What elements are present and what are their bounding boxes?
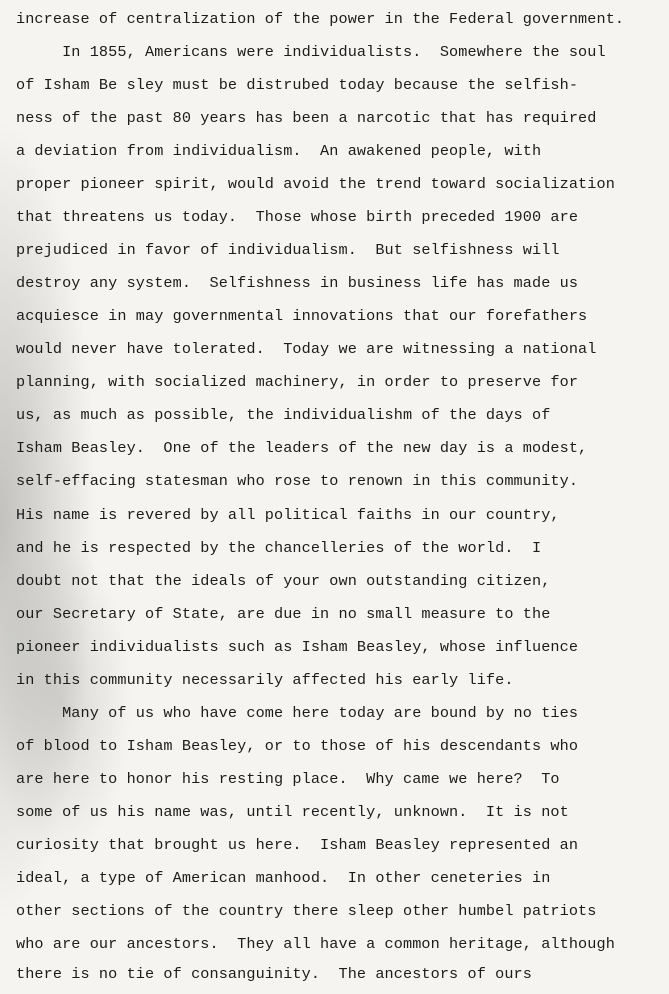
text-line: would never have tolerated. Today we are witnessing a national <box>16 340 597 358</box>
text-line: Isham Beasley. One of the leaders of the new day is a modest, <box>16 439 588 457</box>
text-line: prejudiced in favor of individualism. But selfishness will <box>16 241 560 259</box>
text-line: are here to honor his resting place. Why came we here? To <box>16 770 560 788</box>
text-line: and he is respected by the chancelleries of the world. I <box>16 539 542 557</box>
text-line: self-effacing statesman who rose to renown in this community. <box>16 472 579 490</box>
text-line: there is no tie of consanguinity. The ancestors of ours <box>16 965 532 983</box>
text-line: other sections of the country there sleep other humbel patriots <box>16 902 597 920</box>
text-line: of Isham Be sley must be distrubed today because the selfish- <box>16 76 579 94</box>
text-line: proper pioneer spirit, would avoid the trend toward socialization <box>16 175 615 193</box>
text-line: acquiesce in may governmental innovations that our forefathers <box>16 307 588 325</box>
text-line: our Secretary of State, are due in no small measure to the <box>16 605 551 623</box>
text-line: some of us his name was, until recently, unknown. It is not <box>16 803 569 821</box>
text-line: ness of the past 80 years has been a narcotic that has required <box>16 109 597 127</box>
text-line: in this community necessarily affected his early life. <box>16 671 514 689</box>
text-line: His name is revered by all political faiths in our country, <box>16 506 560 524</box>
text-line: us, as much as possible, the individualishm of the days of <box>16 406 551 424</box>
text-line: curiosity that brought us here. Isham Beasley represented an <box>16 836 579 854</box>
text-line: doubt not that the ideals of your own outstanding citizen, <box>16 572 551 590</box>
text-line: Many of us who have come here today are bound by no ties <box>16 704 579 722</box>
text-line: In 1855, Americans were individualists. Somewhere the soul <box>16 43 606 61</box>
text-line: increase of centralization of the power in the Federal government. <box>16 10 625 28</box>
text-line: of blood to Isham Beasley, or to those of his descendants who <box>16 737 579 755</box>
text-line: planning, with socialized machinery, in order to preserve for <box>16 373 579 391</box>
text-line: pioneer individualists such as Isham Beasley, whose influence <box>16 638 579 656</box>
text-line: who are our ancestors. They all have a common heritage, although <box>16 935 615 953</box>
text-line: destroy any system. Selfishness in business life has made us <box>16 274 579 292</box>
text-line: a deviation from individualism. An awakened people, with <box>16 142 542 160</box>
text-line: that threatens us today. Those whose birth preceded 1900 are <box>16 208 579 226</box>
text-line: ideal, a type of American manhood. In other ceneteries in <box>16 869 551 887</box>
